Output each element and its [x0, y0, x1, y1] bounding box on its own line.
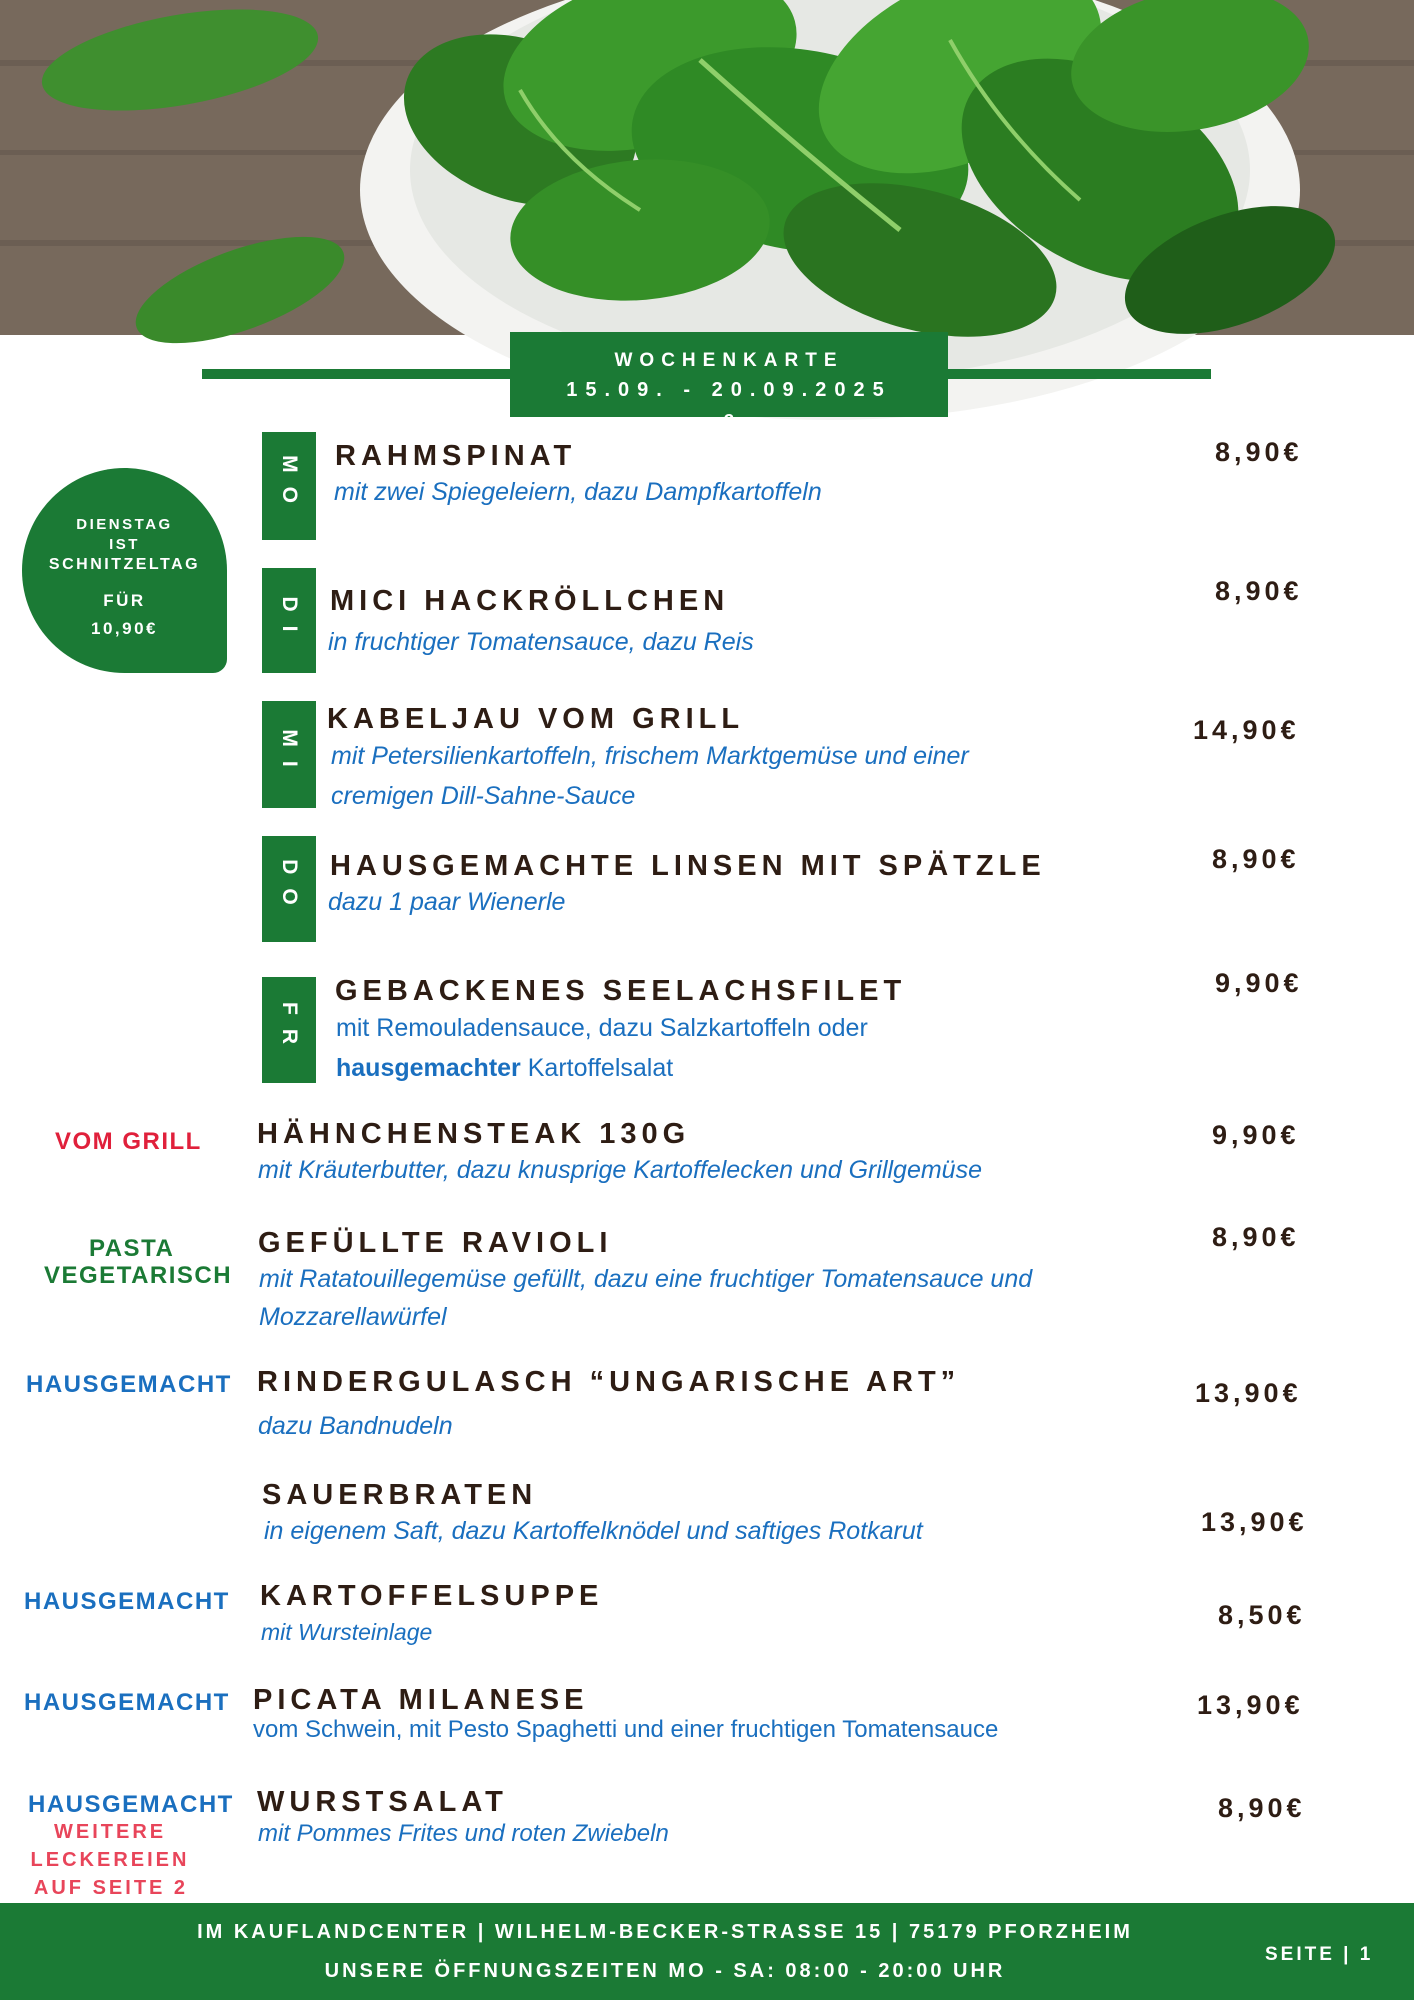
dish-title: PICATA MILANESE	[253, 1684, 589, 1716]
day-tab-mo: MO	[262, 432, 316, 540]
day-tab-mi: MI	[262, 701, 316, 808]
dish-description: dazu 1 paar Wienerle	[328, 888, 566, 916]
dish-description: mit zwei Spiegeleiern, dazu Dampfkartoffeln	[334, 478, 822, 506]
dish-title: GEFÜLLTE RAVIOLI	[258, 1227, 613, 1259]
dish-price: 8,90€	[1218, 1793, 1306, 1823]
dish-description: mit Ratatouillegemüse gefüllt, dazu eine fruchtiger Tomatensauce und	[259, 1265, 1033, 1293]
page-title: WOCHENKARTE	[614, 350, 844, 371]
dish-title: GEBACKENES SEELACHSFILET	[335, 975, 907, 1007]
dish-price: 14,90€	[1193, 715, 1300, 745]
badge-line: 10,90€	[91, 619, 158, 638]
dish-price: 8,90€	[1215, 437, 1303, 467]
dish-description: in fruchtiger Tomatensauce, dazu Reis	[328, 628, 754, 656]
category-label: HAUSGEMACHT	[24, 1689, 230, 1716]
category-label: PASTA	[89, 1235, 175, 1262]
dish-title: HAUSGEMACHTE LINSEN MIT SPÄTZLE	[330, 850, 1046, 882]
dish-price: 8,90€	[1215, 576, 1303, 606]
dish-description: Mozzarellawürfel	[259, 1303, 447, 1331]
schnitzel-badge	[22, 468, 227, 673]
category-label: HAUSGEMACHT	[24, 1588, 230, 1615]
dish-description: mit Wursteinlage	[261, 1619, 433, 1645]
dish-description-rest: Kartoffelsalat	[520, 1054, 674, 1082]
header-overflow-text: a	[723, 408, 735, 430]
dish-price: 8,90€	[1212, 1222, 1300, 1252]
dish-description: cremigen Dill-Sahne-Sauce	[331, 782, 636, 810]
badge-line: DIENSTAG	[76, 516, 173, 533]
day-tab-di: DI	[262, 568, 316, 673]
dish-description: mit Kräuterbutter, dazu knusprige Kartoffelecken und Grillgemüse	[258, 1156, 982, 1184]
dish-title: KABELJAU VOM GRILL	[327, 703, 745, 735]
footer	[0, 1903, 1414, 2000]
category-label: HAUSGEMACHT	[26, 1371, 232, 1398]
header-title-box	[510, 332, 948, 430]
header-rule-right	[942, 369, 1211, 379]
category-label: HAUSGEMACHT	[28, 1791, 234, 1818]
more-note: WEITERE	[54, 1821, 167, 1843]
dish-title: WURSTSALAT	[257, 1786, 508, 1818]
dish-price: 9,90€	[1215, 968, 1303, 998]
badge-line: IST	[109, 536, 140, 553]
dish-description: mit Petersilienkartoffeln, frischem Marktgemüse und einer	[331, 742, 969, 770]
dish-title: MICI HACKRÖLLCHEN	[330, 585, 730, 617]
more-note: LECKEREIEN	[30, 1849, 190, 1871]
category-label: VEGETARISCH	[44, 1262, 233, 1289]
dish-description: mit Remouladensauce, dazu Salzkartoffeln oder	[336, 1014, 868, 1042]
footer-address: IM KAUFLANDCENTER | WILHELM-BECKER-STRASSE 15 | 75179 PFORZHEIM	[197, 1921, 1133, 1943]
dish-price: 13,90€	[1197, 1690, 1304, 1720]
dish-description: mit Pommes Frites und roten Zwiebeln	[258, 1820, 669, 1847]
dish-title: RAHMSPINAT	[335, 440, 577, 472]
category-label: VOM GRILL	[55, 1128, 202, 1155]
dish-title: SAUERBRATEN	[262, 1479, 538, 1511]
dish-price: 8,90€	[1212, 844, 1300, 874]
day-tab-fr: FR	[262, 977, 316, 1083]
dish-price: 13,90€	[1195, 1378, 1302, 1408]
dish-description: vom Schwein, mit Pesto Spaghetti und einer fruchtigen Tomatensauce	[253, 1716, 999, 1743]
dish-title: RINDERGULASCH “UNGARISCHE ART”	[257, 1366, 961, 1398]
dish-description-bold: hausgemachter	[336, 1054, 521, 1082]
dish-price: 8,50€	[1218, 1600, 1306, 1630]
dish-title: HÄHNCHENSTEAK 130G	[257, 1118, 691, 1150]
badge-line: FÜR	[103, 591, 146, 610]
more-note: AUF SEITE 2	[33, 1877, 189, 1899]
dish-description: in eigenem Saft, dazu Kartoffelknödel und saftiges Rotkarut	[264, 1517, 923, 1545]
footer-hours: UNSERE ÖFFNUNGSZEITEN MO - SA: 08:00 - 20:00 UHR	[324, 1960, 1006, 1982]
page-number: SEITE | 1	[1265, 1944, 1374, 1965]
badge-line: SCHNITZELTAG	[48, 556, 201, 573]
header-photo	[0, 0, 1414, 335]
day-tab-do: DO	[262, 836, 316, 942]
dish-description-line	[336, 1048, 673, 1088]
dish-price: 13,90€	[1201, 1507, 1308, 1537]
dish-description: dazu Bandnudeln	[258, 1412, 453, 1440]
dish-title: KARTOFFELSUPPE	[260, 1580, 604, 1612]
week-dates: 15.09. - 20.09.2025	[566, 379, 892, 401]
spinach-photo-icon	[0, 0, 1414, 335]
header-rule-left	[202, 369, 516, 379]
dish-price: 9,90€	[1212, 1120, 1300, 1150]
